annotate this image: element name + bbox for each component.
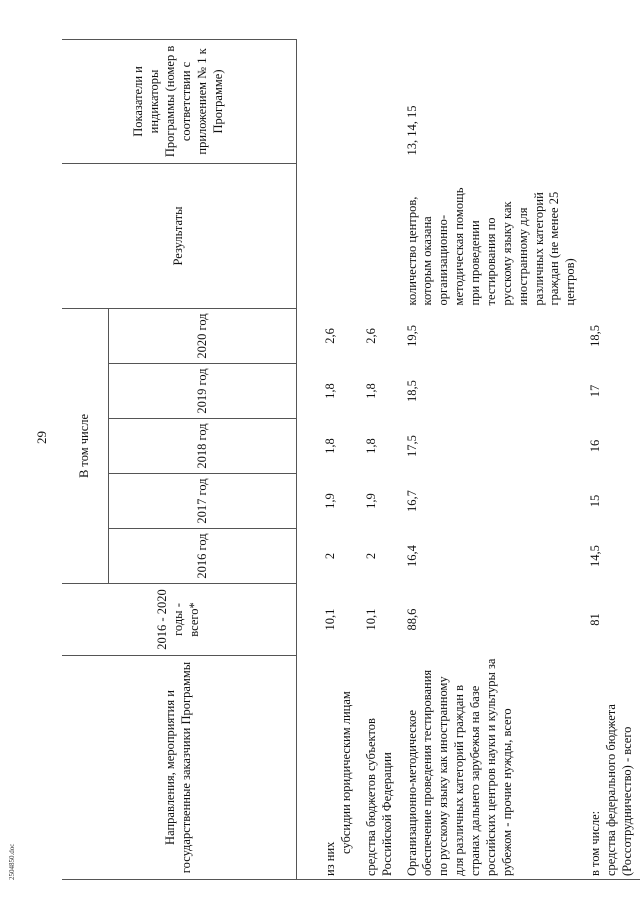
header-including: В том числе — [62, 308, 108, 583]
row-year-value: 17,5 — [404, 435, 419, 457]
row-year-value: 2 — [363, 552, 378, 560]
row-year-value: 16,7 — [404, 490, 419, 512]
row-indicators — [361, 39, 402, 163]
row-indicators — [585, 39, 640, 163]
row-total: 10,1 — [363, 608, 378, 631]
page-number: 29 — [34, 431, 49, 444]
table-row — [585, 39, 640, 879]
row-year-value: 2,6 — [363, 328, 378, 344]
rotated-table-container — [62, 40, 634, 880]
header-direction: Направления, мероприятия и государственные заказчики Программы — [62, 656, 297, 880]
row-indicators: 13, 14, 15 — [404, 105, 419, 156]
header-indicators: Показатели и индикаторы Программы (номер в соответствии с приложением № 1 к Программе) — [62, 39, 297, 163]
row-label-prefix: из них — [323, 841, 337, 876]
row-year-value: 1,9 — [363, 493, 378, 509]
row-label-cell — [585, 656, 640, 880]
row-label: субсидии юридическим лицам — [338, 691, 353, 854]
table-row — [361, 39, 402, 879]
row-total: 88,6 — [404, 608, 419, 631]
header-year: 2019 год — [108, 364, 296, 419]
header-year: 2020 год — [108, 308, 296, 363]
table-row — [320, 39, 361, 879]
row-label-prefix: в том числе: — [588, 810, 603, 876]
row-year-value: 1,8 — [363, 438, 378, 454]
header-year: 2018 год — [108, 419, 296, 474]
row-label-cell — [361, 656, 402, 880]
row-label-cell — [320, 656, 361, 880]
row-year-value: 1,8 — [363, 383, 378, 399]
row-year-value: 16 — [588, 439, 603, 453]
row-year-value: 1,8 — [323, 438, 337, 454]
row-year-value: 1,9 — [323, 493, 337, 509]
row-year-value: 16,4 — [404, 545, 419, 567]
row-label: средства федерального бюджета (Россотрудничество) - всего — [604, 704, 634, 876]
row-year-value: 15 — [588, 494, 603, 508]
row-year-value: 1,8 — [323, 383, 337, 399]
row-indicators — [320, 39, 361, 163]
row-result: количество центров, которым оказана организационно-методическая помощь при проведении тестирования по русскому языку как иностранному для различных категорий граждан (не менее 25 центров) — [404, 187, 578, 306]
row-year-value: 19,5 — [404, 325, 419, 347]
row-year-value: 18,5 — [588, 325, 603, 347]
row-year-value: 2 — [323, 552, 337, 560]
header-year: 2016 год — [108, 529, 296, 584]
header-results: Результаты — [62, 163, 297, 308]
table-header — [62, 39, 297, 879]
row-result — [361, 163, 402, 308]
row-year-value: 14,5 — [588, 545, 603, 567]
row-label: средства бюджетов субъектов Российской Федерации — [363, 718, 394, 876]
row-label-cell — [402, 656, 586, 880]
row-total: 81 — [588, 613, 603, 626]
row-result — [585, 163, 640, 308]
table-row — [402, 39, 586, 879]
header-total: 2016 - 2020 годы - всего* — [62, 584, 297, 656]
row-year-value: 2,6 — [323, 328, 337, 344]
row-label: Организационно-методическое обеспечение проведения тестирования по русскому языку как иностранному для различных категорий граждан в странах дальнего зарубежья на базе российских центров науки и культуры за рубежом - прочие нужды, всего — [404, 658, 514, 876]
footer-file-code: 2504850.doc — [8, 843, 16, 880]
row-total: 10,1 — [323, 608, 337, 631]
row-result — [320, 163, 361, 308]
header-year: 2017 год — [108, 474, 296, 529]
table-body — [297, 39, 640, 879]
row-year-value: 18,5 — [404, 380, 419, 402]
program-table — [62, 39, 640, 880]
row-year-value: 17 — [588, 384, 603, 398]
